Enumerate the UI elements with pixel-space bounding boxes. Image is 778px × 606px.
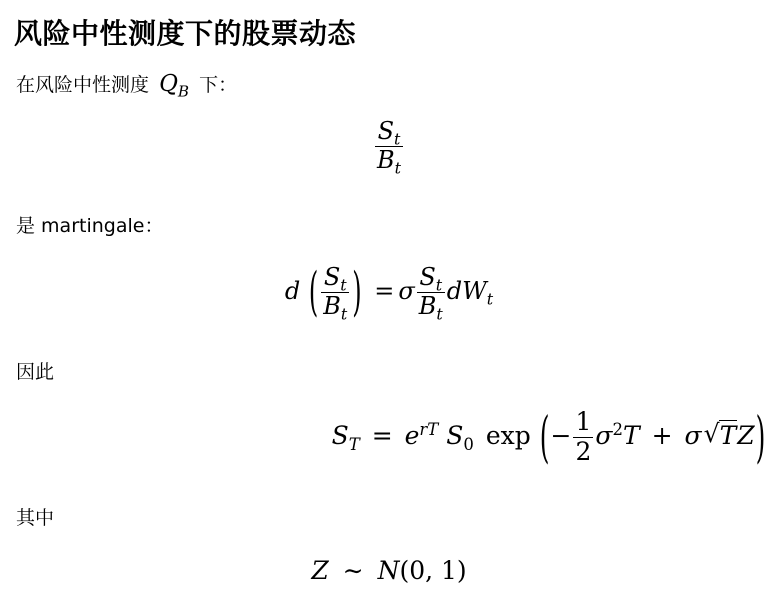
- solution-t: T: [622, 420, 640, 450]
- distribution-n: N: [377, 556, 400, 585]
- equation-ratio: [0, 117, 778, 178]
- sde-denominator-2: [417, 291, 445, 324]
- distribution-z: Z: [311, 556, 329, 585]
- sde-expression: [284, 261, 494, 324]
- ratio-fraction: [375, 117, 403, 178]
- ratio-den-symbol: B: [376, 145, 395, 174]
- solution-half-num: 1: [575, 407, 592, 436]
- martingale-paragraph: 是 martingale：: [16, 215, 164, 237]
- solution-exponent: rT: [419, 419, 439, 439]
- sde-numerator-2: [417, 263, 444, 295]
- solution-exp: exp: [485, 420, 531, 450]
- sde-den-sub: t: [340, 304, 348, 324]
- sqrt-radical-icon: √: [703, 418, 720, 448]
- sde-equals: =: [374, 276, 395, 305]
- ratio-numerator: [376, 117, 403, 149]
- sde-d: d: [284, 276, 301, 305]
- solution-right-paren: ): [755, 405, 766, 470]
- solution-sqrt: [703, 418, 738, 450]
- solution-left-paren: (: [539, 405, 550, 470]
- distribution-expression: [311, 556, 466, 585]
- solution-z: Z: [737, 420, 755, 450]
- sde-num-symbol: S: [323, 263, 341, 291]
- solution-half: [573, 408, 593, 467]
- solution-sigma-2: σ: [684, 420, 702, 450]
- ratio-denominator: [375, 145, 403, 178]
- intro-prefix-text: 在风险中性测度: [16, 74, 150, 96]
- sde-num-sub-2: t: [435, 275, 443, 295]
- solution-sigma-sup: 2: [612, 419, 623, 439]
- measure-q: Q: [159, 71, 178, 97]
- solution-sqrt-t: T: [719, 420, 737, 450]
- page-title: 风险中性测度下的股票动态: [14, 17, 357, 50]
- where-paragraph: 其中: [16, 507, 55, 529]
- solution-e: e: [404, 420, 420, 450]
- sde-den-symbol-2: B: [418, 291, 437, 320]
- equation-sde: [0, 261, 778, 324]
- measure-symbol: [159, 71, 190, 101]
- sde-den-symbol: B: [323, 291, 341, 320]
- solution-equals: =: [371, 420, 393, 450]
- intro-suffix-text: 下：: [199, 74, 238, 96]
- sde-left-paren: (: [308, 261, 319, 323]
- solution-half-den: 2: [575, 436, 592, 466]
- sde-denominator: [321, 291, 349, 324]
- equation-distribution: [0, 556, 778, 585]
- distribution-tilde: ∼: [342, 556, 364, 585]
- sde-fraction-2: [417, 263, 445, 324]
- solution-s0: S: [446, 420, 464, 450]
- intro-paragraph: [16, 70, 237, 99]
- therefore-paragraph: 因此: [16, 361, 55, 383]
- solution-sigma: σ: [595, 420, 613, 450]
- sde-sigma: σ: [398, 276, 415, 305]
- ratio-num-sub: t: [394, 129, 401, 149]
- solution-s0-sub: 0: [463, 434, 474, 454]
- distribution-args: (0, 1): [399, 556, 467, 585]
- sde-dw: dW: [446, 276, 487, 305]
- sde-right-paren: ): [352, 261, 362, 323]
- solution-lhs-sub: T: [348, 434, 360, 454]
- solution-lhs: S: [331, 420, 349, 450]
- ratio-num-symbol: S: [377, 117, 395, 145]
- ratio-den-sub: t: [394, 158, 401, 178]
- sde-num-symbol-2: S: [419, 263, 436, 291]
- measure-subscript: B: [177, 82, 190, 101]
- sde-dw-sub: t: [486, 289, 494, 309]
- solution-minus: −: [550, 420, 572, 450]
- sde-den-sub-2: t: [436, 304, 443, 324]
- sde-num-sub: t: [340, 275, 347, 295]
- sde-numerator: [322, 263, 349, 295]
- equation-solution: [160, 405, 778, 470]
- sde-fraction: [321, 263, 349, 324]
- solution-plus: +: [651, 420, 673, 450]
- solution-expression: [331, 405, 767, 470]
